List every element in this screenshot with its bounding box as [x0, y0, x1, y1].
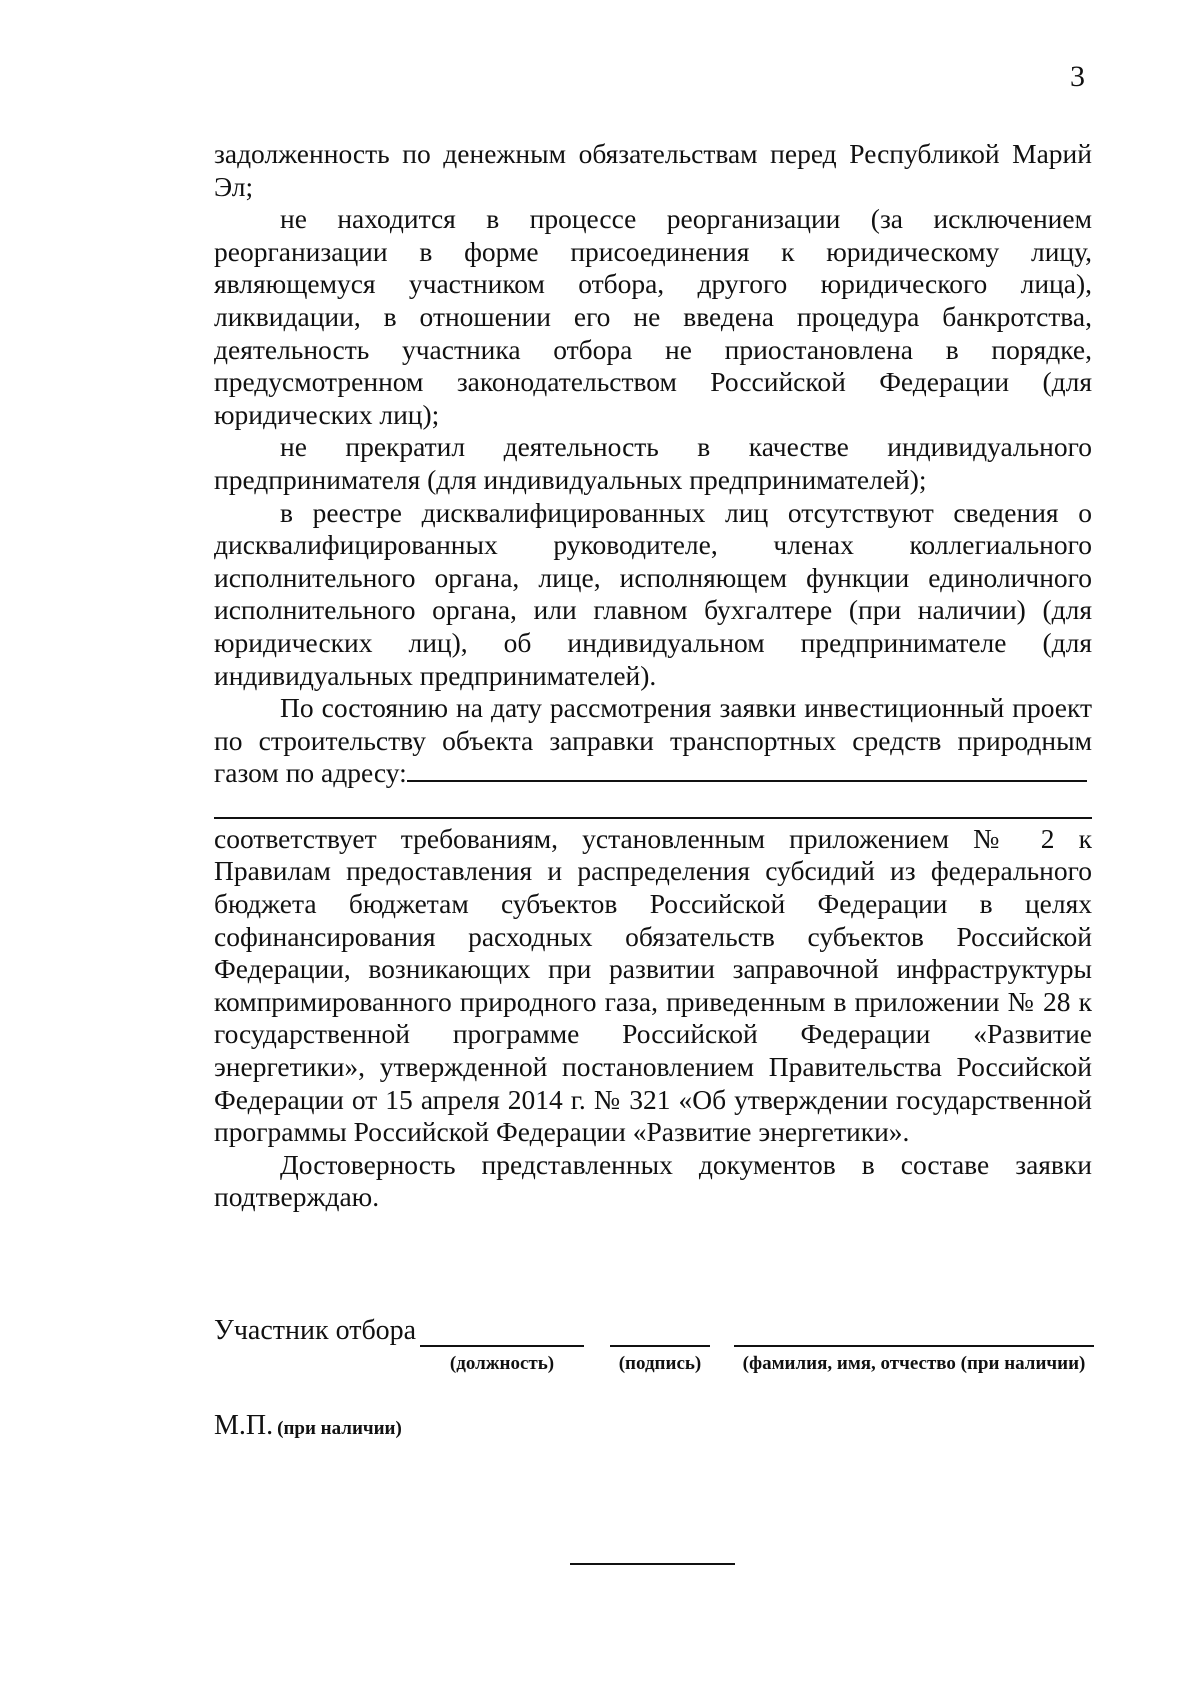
paragraph-project-status	[214, 692, 1092, 790]
paragraph-entrepreneur-activity: не прекратил деятельность в качестве индивидуального предпринимателя (для индивидуальных предпринимателей);	[214, 431, 1092, 495]
signature-block	[214, 1315, 1094, 1385]
paragraph-confirmation: Достоверность представленных документов в составе заявки подтверждаю.	[214, 1148, 1092, 1213]
full-name-caption: (фамилия, имя, отчество (при наличии)	[742, 1353, 1086, 1374]
paragraph-disqualified-register: в реестре дисквалифицированных лиц отсутствуют сведения о дисквалифицированных руководителе, членах коллегиального исполнительного органа, лице, исполняющем функции единоличного исполнительного органа, или главном бухгалтере (при наличии) (для юридических лиц), об индивидуальном предпринимателе (для индивидуальных предпринимателей).	[214, 496, 1092, 691]
signature-label: Участник отбора	[214, 1315, 417, 1346]
paragraph-debt-continuation: задолженность по денежным обязательствам перед Республикой Марий Эл;	[214, 138, 1092, 202]
signature-blank-line[interactable]	[610, 1345, 710, 1347]
signature-caption: (подпись)	[618, 1353, 702, 1374]
address-blank-line-2[interactable]	[214, 790, 1092, 819]
seal-label: М.П.	[214, 1410, 274, 1441]
paragraph-reorganization: не находится в процессе реорганизации (за исключением реорганизации в форме присоединения к юридическому лицу, являющемуся участником отбора, другого юридического лица), ликвидации, в отношении его не введена процедура банкротства, деятельность участника отбора не приостановлена в порядке, предусмотренном законодательством Российской Федерации (для юридических лиц);	[214, 203, 1092, 430]
position-blank-line[interactable]	[420, 1345, 584, 1347]
paragraph-compliance: соответствует требованиям, установленным приложением № 2 к Правилам предоставления и распределения субсидий из федерального бюджета бюджетам субъектов Российской Федерации в целях софинансирования расходных обязательств субъектов Российской Федерации, возникающих при развитии заправочной инфраструктуры компримированного природного газа, приведенным в приложении № 28 к государственной программе Российской Федерации «Развитие энергетики», утвержденной постановлением Правительства Российской Федерации от 15 апреля 2014 г. № 321 «Об утверждении государственной программы Российской Федерации «Развитие энергетики».	[214, 822, 1092, 1148]
end-divider	[570, 1563, 735, 1565]
document-body	[214, 138, 1092, 1214]
seal-note: (при наличии)	[277, 1418, 402, 1439]
seal-placeholder	[214, 1410, 402, 1442]
project-status-text: По состоянию на дату рассмотрения заявки инвестиционный проект по строительству объекта заправки транспортных средств природным газом по адресу:	[214, 692, 1092, 789]
page-number: 3	[1070, 60, 1085, 93]
address-blank-line[interactable]	[407, 758, 1087, 782]
position-caption: (должность)	[449, 1353, 555, 1374]
full-name-blank-line[interactable]	[734, 1345, 1094, 1347]
